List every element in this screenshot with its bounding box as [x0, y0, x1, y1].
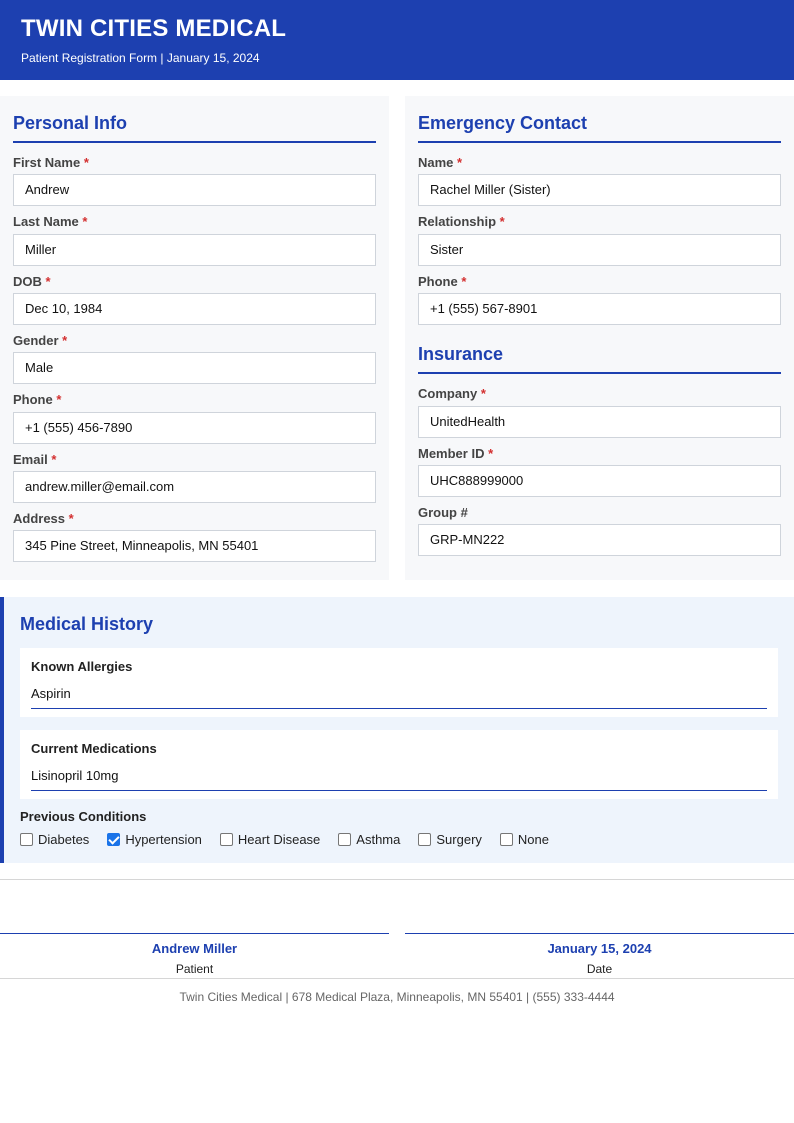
emergency-insurance-section — [405, 96, 794, 580]
footer-text: Twin Cities Medical | 678 Medical Plaza, Minneapolis, MN 55401 | (555) 333-4444 — [179, 990, 615, 1004]
footer-divider — [0, 978, 794, 979]
patient-signature-name: Andrew Miller — [151, 941, 238, 956]
dob-label: DOB * — [13, 274, 51, 289]
condition-label: Diabetes — [38, 832, 90, 847]
allergies-underline — [31, 708, 767, 709]
condition-label: None — [517, 832, 549, 847]
last-name-field[interactable]: Miller — [13, 234, 376, 266]
surgery-checkbox[interactable] — [418, 833, 431, 846]
diabetes-checkbox[interactable] — [20, 833, 33, 846]
previous-conditions-label: Previous Conditions — [20, 809, 147, 824]
member-id-label: Member ID * — [418, 446, 494, 461]
condition-hypertension[interactable] — [107, 832, 202, 847]
emergency-name-field[interactable]: Rachel Miller (Sister) — [418, 174, 781, 206]
relationship-field[interactable]: Sister — [418, 234, 781, 266]
condition-asthma[interactable] — [338, 832, 400, 847]
allergies-field[interactable]: Aspirin — [31, 686, 71, 701]
condition-label: Hypertension — [125, 832, 202, 847]
asthma-checkbox[interactable] — [338, 833, 351, 846]
dob-field[interactable]: Dec 10, 1984 — [13, 293, 376, 325]
emergency-contact-title: Emergency Contact — [418, 113, 588, 133]
form-header — [0, 0, 794, 80]
personal-info-title: Personal Info — [13, 113, 128, 133]
medications-box — [20, 730, 778, 799]
required-marker: * — [82, 214, 88, 229]
condition-label: Heart Disease — [237, 832, 321, 847]
allergies-box — [20, 648, 778, 717]
allergies-label: Known Allergies — [31, 659, 133, 674]
gender-field[interactable]: Male — [13, 352, 376, 384]
required-marker: * — [457, 155, 463, 170]
emergency-phone-label: Phone * — [418, 274, 467, 289]
required-marker: * — [461, 274, 467, 289]
personal-info-section — [0, 96, 389, 580]
insurance-title: Insurance — [418, 344, 504, 364]
condition-label: Surgery — [436, 832, 482, 847]
date-signature-line[interactable] — [405, 933, 794, 934]
insurance-company-field[interactable]: UnitedHealth — [418, 406, 781, 438]
address-label: Address * — [13, 511, 74, 526]
required-marker: * — [488, 446, 494, 461]
medications-field[interactable]: Lisinopril 10mg — [31, 768, 119, 783]
signature-date: January 15, 2024 — [547, 941, 652, 956]
medications-label: Current Medications — [31, 741, 157, 756]
group-number-field[interactable]: GRP-MN222 — [418, 524, 781, 556]
group-number-label: Group # — [418, 505, 468, 520]
patient-signature-line[interactable] — [0, 933, 389, 934]
phone-label: Phone * — [13, 392, 62, 407]
member-id-field[interactable]: UHC888999000 — [418, 465, 781, 497]
condition-label: Asthma — [356, 832, 401, 847]
condition-diabetes[interactable] — [20, 832, 89, 847]
email-label: Email * — [13, 452, 57, 467]
medications-underline — [31, 790, 767, 791]
last-name-label: Last Name * — [13, 214, 88, 229]
condition-heart-disease[interactable] — [220, 832, 320, 847]
gender-label: Gender * — [13, 333, 68, 348]
section-rule — [418, 372, 781, 374]
section-divider — [0, 879, 794, 880]
required-marker: * — [499, 214, 505, 229]
heart-disease-checkbox[interactable] — [220, 833, 233, 846]
patient-signature-caption: Patient — [175, 962, 214, 976]
relationship-label: Relationship * — [418, 214, 505, 229]
hypertension-checkbox[interactable] — [107, 833, 120, 846]
conditions-checkbox-group — [20, 832, 567, 847]
first-name-field[interactable]: Andrew — [13, 174, 376, 206]
section-rule — [13, 141, 376, 143]
form-subtitle: Patient Registration Form | January 15, 2024 — [21, 51, 260, 65]
email-field[interactable]: andrew.miller@email.com — [13, 471, 376, 503]
emergency-phone-field[interactable]: +1 (555) 567-8901 — [418, 293, 781, 325]
condition-surgery[interactable] — [418, 832, 482, 847]
section-rule — [418, 141, 781, 143]
required-marker: * — [62, 333, 68, 348]
medical-history-section — [0, 597, 794, 863]
required-marker: * — [45, 274, 51, 289]
required-marker: * — [56, 392, 62, 407]
required-marker: * — [480, 386, 486, 401]
address-field[interactable]: 345 Pine Street, Minneapolis, MN 55401 — [13, 530, 376, 562]
date-caption: Date — [586, 962, 613, 976]
none-checkbox[interactable] — [500, 833, 513, 846]
condition-none[interactable] — [500, 832, 549, 847]
insurance-company-label: Company * — [418, 386, 486, 401]
medical-history-title: Medical History — [20, 614, 154, 634]
clinic-title: TWIN CITIES MEDICAL — [21, 15, 287, 42]
required-marker: * — [68, 511, 74, 526]
phone-field[interactable]: +1 (555) 456-7890 — [13, 412, 376, 444]
required-marker: * — [83, 155, 89, 170]
emergency-name-label: Name * — [418, 155, 463, 170]
first-name-label: First Name * — [13, 155, 89, 170]
required-marker: * — [51, 452, 57, 467]
